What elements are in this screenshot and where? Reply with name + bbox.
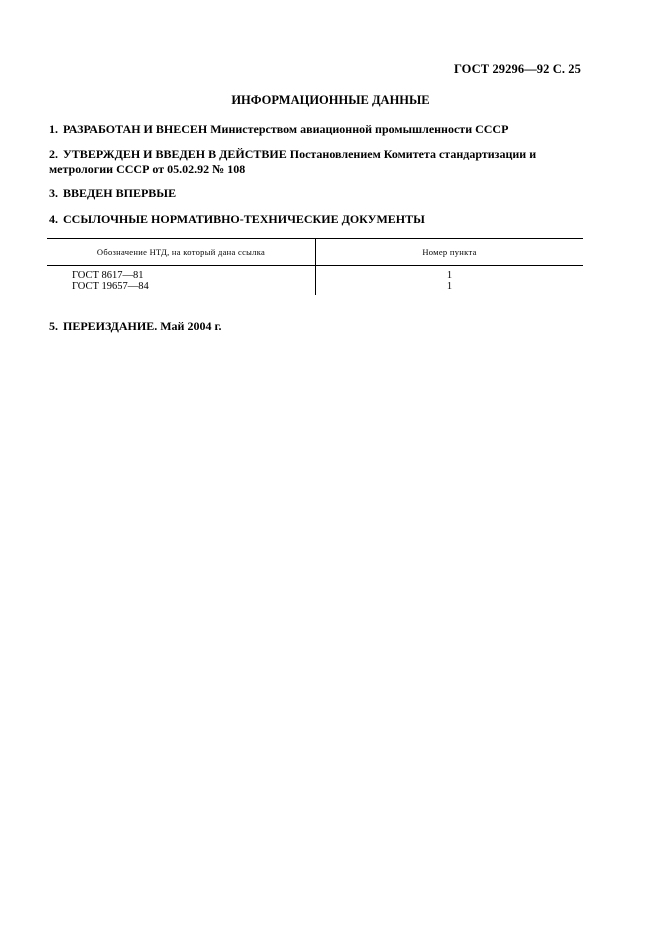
info-item-3 bbox=[49, 186, 589, 201]
item-text: ПЕРЕИЗДАНИЕ. Май 2004 г. bbox=[63, 319, 222, 333]
info-item-4 bbox=[49, 212, 589, 227]
item-number: 4. bbox=[49, 212, 58, 226]
item-number: 3. bbox=[49, 186, 58, 200]
column-header-document: Обозначение НТД, на который дана ссылка bbox=[47, 239, 316, 265]
item-text: РАЗРАБОТАН И ВНЕСЕН Министерством авиационной промышленности СССР bbox=[63, 122, 509, 136]
table-cell-document: ГОСТ 19657—84 bbox=[72, 281, 149, 292]
item-number: 5. bbox=[49, 319, 58, 333]
table-cell-clause: 1 bbox=[446, 281, 453, 292]
item-text: ВВЕДЕН ВПЕРВЫЕ bbox=[63, 186, 177, 200]
info-item-5 bbox=[49, 319, 589, 334]
info-item-1 bbox=[49, 122, 589, 137]
item-text: УТВЕРЖДЕН И ВВЕДЕН В ДЕЙСТВИЕ Постановлением Комитета стандартизации и метрологии СССР от 05.02.92 № 108 bbox=[49, 147, 537, 176]
column-header-clause: Номер пункта bbox=[422, 247, 477, 257]
clause-column bbox=[316, 266, 583, 295]
page-header: ГОСТ 29296—92 С. 25 bbox=[453, 62, 581, 76]
item-number: 1. bbox=[49, 122, 58, 136]
table-body bbox=[47, 266, 583, 295]
section-title: ИНФОРМАЦИОННЫЕ ДАННЫЕ bbox=[231, 93, 430, 107]
item-number: 2. bbox=[49, 147, 58, 161]
document-column bbox=[47, 266, 316, 295]
table-header-row bbox=[47, 239, 583, 266]
table-cell-document: ГОСТ 8617—81 bbox=[72, 270, 144, 281]
item-text: ССЫЛОЧНЫЕ НОРМАТИВНО-ТЕХНИЧЕСКИЕ ДОКУМЕНТЫ bbox=[63, 212, 425, 226]
info-item-2 bbox=[49, 147, 589, 177]
table-cell-clause: 1 bbox=[446, 270, 453, 281]
reference-documents-table bbox=[47, 238, 583, 295]
